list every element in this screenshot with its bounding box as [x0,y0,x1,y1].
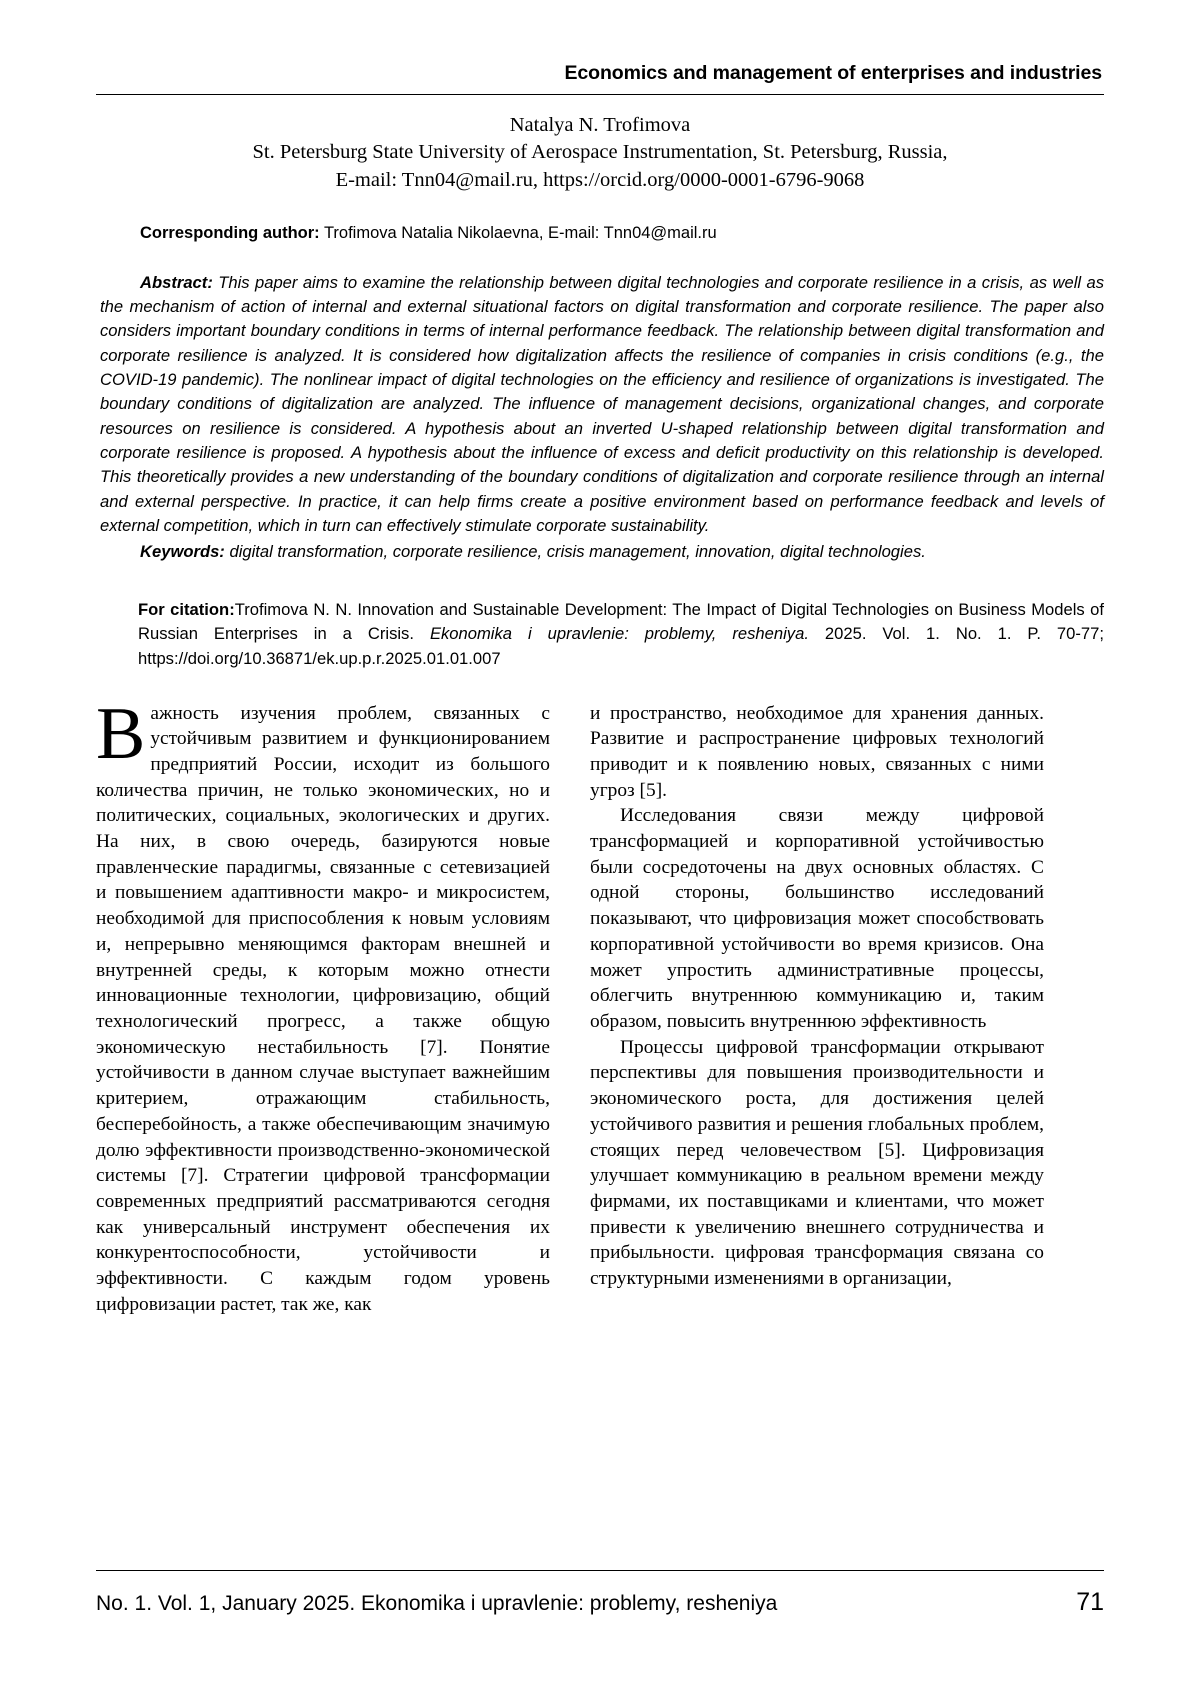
body-paragraph [590,701,1044,804]
page-number: 71 [1076,1588,1104,1616]
running-head: Economics and management of enterprises and industries [564,62,1102,84]
citation-text-after: 2025. Vol. 1. No. 1. P. 70-77; https://doi.org/10.36871/ek.up.p.r.2025.01.01.007 [138,624,1104,668]
left-column [96,692,550,1318]
citation-section [96,598,1104,670]
corresponding-author-value: Trofimova Natalia Nikolaevna, E-mail: Tnn04@mail.ru [323,223,717,242]
page-footer [96,1588,1104,1617]
citation-label: For citation: [138,600,235,620]
body-paragraph-text: ажность изучения проблем, связанных с устойчивым развитием и функционированием предприятий России, исходит из большого количества причин, не только экономических, но и политических, социальных, экологических и других. На них, в свою очередь, базируются новые правленческие парадигмы, связанные с сетевизацией и повышением адаптивности макро- и микросистем, необходимой для приспособления к новым условиям и, непрерывно меняющимся факторам внешней и внутренней среды, к которым можно отнести инновационные технологии, цифровизацию, общий технологический прогресс, а также общую экономическую нестабильность [7]. Понятие устойчивости в данном случае выступает важнейшим критерием, отражающим стабильность, бесперебойность, а также обеспечивающим значимую долю эффективности производственно-экономической системы [7]. Стратегии цифровой трансформации современных предприятий рассматриваются сегодня как универсальный инструмент обеспечения их конкурентоспособности, устойчивости и эффективности. С каждым годом уровень цифровизации растет, так же, как [96,702,550,1315]
keywords-label: Keywords: [140,542,225,562]
body-paragraph-text: Исследования связи между цифровой трансформацией и корпоративной устойчивостью были сосредоточены на двух основных областях. С одной стороны, большинство исследований показывают, что цифровизация может способствовать корпоративной устойчивости во время кризисов. Она может упростить административные процессы, облегчить внутреннюю коммуникацию и, таким образом, повысить внутреннюю эффективность [590,805,1044,1032]
author-block [96,112,1104,194]
citation-journal: Ekonomika i upravlenie: problemy, resheniya. [429,624,809,644]
keywords-text: digital transformation, corporate resilience, crisis management, innovation, digital technologies. [229,542,926,562]
body-paragraph-text: и пространство, необходимое для хранения данных. Развитие и распространение цифровых технологий приводит и к появлению новых, связанных с ними угроз [5]. [590,702,1044,801]
header-divider [96,94,1104,95]
body-paragraph [96,692,550,1318]
corresponding-author-label: Corresponding author: [140,223,320,242]
abstract-text: This paper aims to examine the relationship between digital technologies and corporate resilience in a crisis, as well as the mechanism of action of internal and external situational factors on digital transformation and corporate resilience. The paper also considers important boundary conditions in terms of internal performance feedback. The relationship between digital transformation and corporate resilience is analyzed. It is considered how digitalization affects the resilience of companies in crisis conditions (e.g., the COVID-19 pandemic). The nonlinear impact of digital technologies on the efficiency and resilience of organizations is investigated. The boundary conditions of digitalization are analyzed. The influence of management decisions, organizational changes, and corporate resources on resilience is considered. A hypothesis about an inverted U-shaped relationship between digital transformation and corporate resilience is proposed. A hypothesis about the influence of excess and deficit productivity on this relationship is developed. This theoretically provides a new understanding of the boundary conditions of digitalization and corporate resilience through an internal and external perspective. In practice, it can help firms create a positive environment based on performance feedback and levels of external competition, which in turn can effectively stimulate corporate sustainability. [100,272,1104,535]
keywords-section [96,540,1104,564]
body-columns [96,692,1104,1318]
citation-text-before: Trofimova N. N. Innovation and Sustainable Development: The Impact of Digital Technologies on Business Models of Russian Enterprises in a Crisis. [138,600,1104,644]
abstract-label: Abstract: [140,272,213,292]
body-paragraph-text: Процессы цифровой трансформации открывают перспективы для повышения производительности и экономического роста, для достижения целей устойчивого развития и решения глобальных проблем, стоящих перед человечеством [5]. Цифровизация улучшает коммуникацию в реальном времени между фирмами, их поставщиками и клиентами, что может привести к увеличению внешнего сотрудничества и прибыльности. цифровая трансформация связана со структурными изменениями в организации, [590,1036,1044,1290]
author-name: Natalya N. Trofimova [509,114,691,136]
author-contact: E-mail: Tnn04@mail.ru, https://orcid.org/0000-0001-6796-9068 [335,168,865,191]
footer-divider [96,1570,1104,1571]
corresponding-author [96,222,1104,245]
abstract-section [96,271,1104,538]
author-affiliation: St. Petersburg State University of Aerospace Instrumentation, St. Petersburg, Russia, [252,141,948,164]
right-column [590,701,1044,1318]
body-paragraph [590,803,1044,1034]
footer-journal-line: No. 1. Vol. 1, January 2025. Ekonomika i upravlenie: problemy, resheniya [96,1592,778,1615]
body-paragraph [590,1035,1044,1292]
drop-cap: В [96,692,146,775]
